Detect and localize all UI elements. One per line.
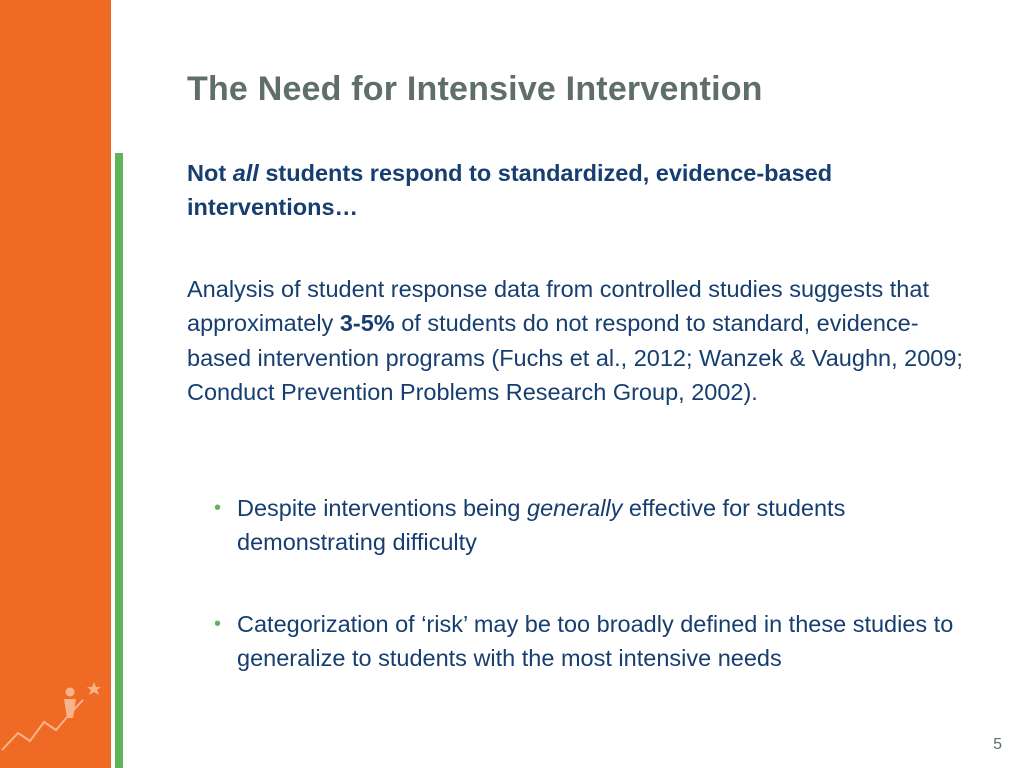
- figure-with-star-and-trend-line-icon: [0, 678, 111, 768]
- bullet-text: Categorization of ‘risk’ may be too broadly defined in these studies to generalize to students with the most intensive needs: [237, 611, 954, 671]
- analysis-paragraph: [187, 272, 977, 409]
- bullet-list: [214, 491, 989, 675]
- paragraph-text-start: Analysis of student response data from controlled studies suggests that approximately: [187, 276, 929, 337]
- paragraph-text-end: of students do not respond to standard, evidence-based intervention programs (Fuchs et al., 2012; Wanzek & Vaughn, 2009; Conduct Prevention Problems Research Group, 2002).: [187, 310, 963, 405]
- bullet-text-end: effective for students demonstrating difficulty: [237, 495, 846, 555]
- paragraph-statistic: 3-5%: [339, 310, 395, 337]
- bullet-item: [214, 491, 989, 559]
- slide-title: The Need for Intensive Intervention: [187, 70, 763, 108]
- slide-subhead: [187, 156, 987, 224]
- orange-sidebar: [0, 0, 111, 768]
- subhead-emphasis: all: [232, 160, 259, 186]
- bullet-marker: •: [214, 497, 222, 519]
- bullet-emphasis: generally: [527, 495, 623, 521]
- green-accent-rule: [115, 153, 123, 768]
- bullet-item: [214, 607, 989, 675]
- page-number: 5: [993, 736, 1002, 753]
- bullet-text-start: Despite interventions being: [237, 495, 528, 521]
- subhead-text-end: students respond to standardized, evidence-based interventions…: [187, 160, 833, 220]
- bullet-marker: •: [214, 613, 222, 635]
- subhead-text-start: Not: [187, 160, 233, 186]
